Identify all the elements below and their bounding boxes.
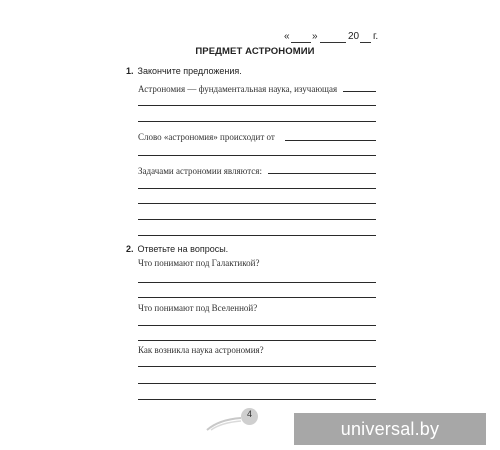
- task-1-heading-text: Закончите предложения.: [137, 66, 242, 76]
- task-2-question-1: Что понимают под Галактикой?: [138, 258, 260, 268]
- date-year-prefix: 20: [348, 31, 360, 42]
- answer-line[interactable]: [138, 219, 376, 220]
- answer-line[interactable]: [138, 366, 376, 367]
- date-year-suffix: г.: [373, 31, 379, 42]
- task-1-prompt-2: Слово «астрономия» происходит от: [138, 132, 275, 142]
- answer-line[interactable]: [138, 155, 376, 156]
- task-1-heading: [126, 66, 242, 76]
- answer-line[interactable]: [138, 383, 376, 384]
- task-1-number: 1.: [126, 66, 134, 76]
- answer-line[interactable]: [138, 121, 376, 122]
- task-2-heading: [126, 244, 228, 254]
- answer-line[interactable]: [138, 340, 376, 341]
- answer-line[interactable]: [138, 235, 376, 236]
- task-2-heading-text: Ответьте на вопросы.: [137, 244, 229, 254]
- answer-line[interactable]: [268, 173, 376, 174]
- watermark: universal.by: [294, 413, 486, 445]
- answer-line[interactable]: [138, 188, 376, 189]
- answer-line[interactable]: [138, 105, 376, 106]
- date-month-blank: [320, 42, 346, 43]
- date-close-quote: »: [312, 31, 318, 42]
- task-2-number: 2.: [126, 244, 134, 254]
- answer-line[interactable]: [138, 203, 376, 204]
- answer-line[interactable]: [138, 325, 376, 326]
- task-2-question-2: Что понимают под Вселенной?: [138, 303, 258, 313]
- page-number-badge: [237, 406, 263, 426]
- task-1-prompt-1: Астрономия — фундаментальная наука, изучающая: [138, 84, 338, 94]
- answer-line[interactable]: [138, 282, 376, 283]
- date-day-blank: [291, 42, 311, 43]
- answer-line[interactable]: [285, 140, 376, 141]
- answer-line[interactable]: [138, 297, 376, 298]
- date-open-quote: «: [284, 31, 290, 42]
- date-year-blank: [360, 42, 371, 43]
- date-field: [284, 31, 384, 45]
- page-number: 4: [246, 409, 252, 419]
- page-title: ПРЕДМЕТ АСТРОНОМИИ: [195, 46, 315, 57]
- answer-line[interactable]: [138, 399, 376, 400]
- task-2-question-3: Как возникла наука астрономия?: [138, 345, 264, 355]
- answer-line[interactable]: [343, 91, 376, 92]
- task-1-prompt-3: Задачами астрономии являются:: [138, 166, 262, 176]
